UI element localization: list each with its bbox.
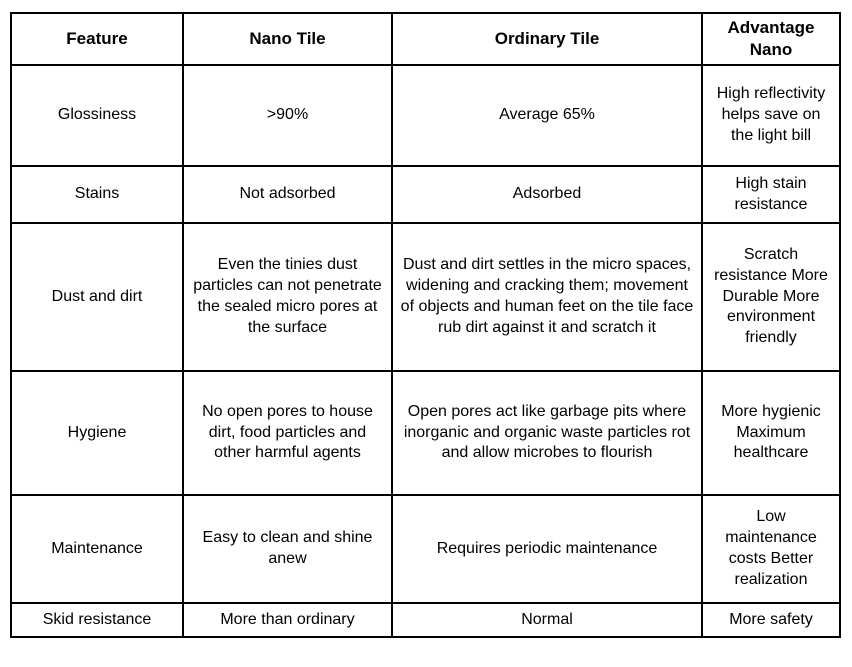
cell-ordinary: Average 65% bbox=[392, 65, 702, 166]
header-nano-tile: Nano Tile bbox=[183, 13, 392, 65]
cell-advantage: More safety bbox=[702, 603, 840, 637]
cell-ordinary: Adsorbed bbox=[392, 166, 702, 223]
cell-feature: Hygiene bbox=[11, 371, 183, 495]
cell-nano: >90% bbox=[183, 65, 392, 166]
cell-ordinary: Normal bbox=[392, 603, 702, 637]
cell-advantage: High stain resistance bbox=[702, 166, 840, 223]
cell-feature: Dust and dirt bbox=[11, 223, 183, 371]
cell-advantage: Low maintenance costs Better realization bbox=[702, 495, 840, 603]
table-row-glossiness bbox=[11, 65, 840, 166]
cell-nano: More than ordinary bbox=[183, 603, 392, 637]
cell-feature: Skid resistance bbox=[11, 603, 183, 637]
table-row-stains bbox=[11, 166, 840, 223]
table-row-skid-resistance bbox=[11, 603, 840, 637]
cell-nano: Even the tinies dust particles can not penetrate the sealed micro pores at the surface bbox=[183, 223, 392, 371]
header-ordinary-tile: Ordinary Tile bbox=[392, 13, 702, 65]
header-row bbox=[11, 13, 840, 65]
tile-comparison-table bbox=[10, 12, 841, 638]
cell-advantage: High reflectivity helps save on the light bill bbox=[702, 65, 840, 166]
table-row-maintenance bbox=[11, 495, 840, 603]
cell-ordinary: Open pores act like garbage pits where inorganic and organic waste particles rot and allow microbes to flourish bbox=[392, 371, 702, 495]
header-feature: Feature bbox=[11, 13, 183, 65]
cell-ordinary: Dust and dirt settles in the micro spaces, widening and cracking them; movement of objects and human feet on the tile face rub dirt against it and scratch it bbox=[392, 223, 702, 371]
cell-ordinary: Requires periodic maintenance bbox=[392, 495, 702, 603]
table-row-hygiene bbox=[11, 371, 840, 495]
cell-feature: Maintenance bbox=[11, 495, 183, 603]
header-advantage-nano: Advantage Nano bbox=[702, 13, 840, 65]
cell-advantage: Scratch resistance More Durable More environment friendly bbox=[702, 223, 840, 371]
cell-nano: Easy to clean and shine anew bbox=[183, 495, 392, 603]
cell-advantage: More hygienic Maximum healthcare bbox=[702, 371, 840, 495]
cell-feature: Glossiness bbox=[11, 65, 183, 166]
cell-nano: No open pores to house dirt, food particles and other harmful agents bbox=[183, 371, 392, 495]
table-row-dust-and-dirt bbox=[11, 223, 840, 371]
cell-feature: Stains bbox=[11, 166, 183, 223]
cell-nano: Not adsorbed bbox=[183, 166, 392, 223]
